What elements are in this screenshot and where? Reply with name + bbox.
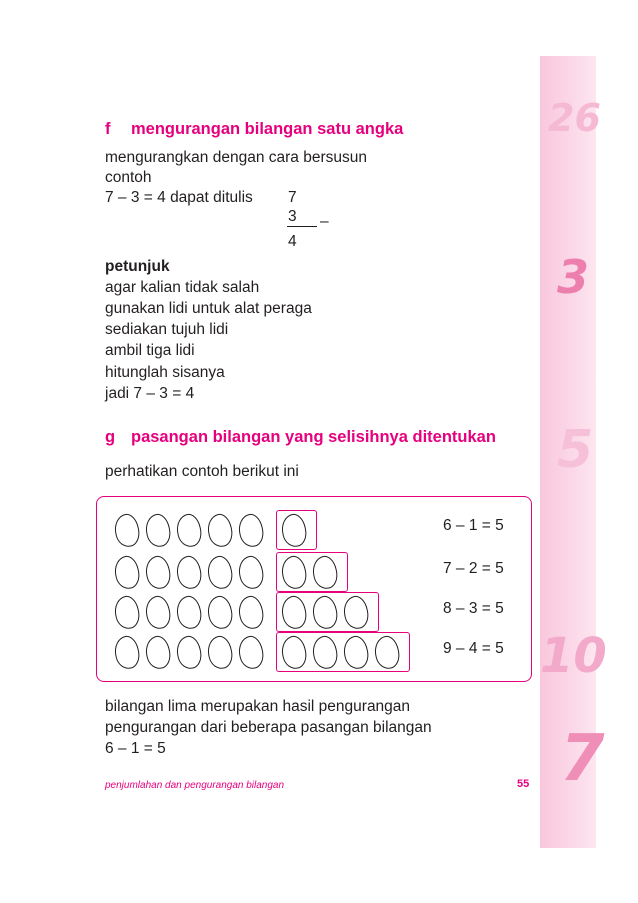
side-number-7: 7 [560, 722, 605, 796]
section-g-intro: perhatikan contoh berikut ini [105, 463, 299, 480]
hint-line: sediakan tujuh lidi [105, 321, 229, 338]
section-f-line-3: 7 – 3 = 4 dapat ditulis [105, 189, 253, 206]
hint-line: gunakan lidi untuk alat peraga [105, 300, 312, 317]
section-f-line-1: mengurangkan dengan cara bersusun [105, 149, 367, 166]
closing-line-2: pengurangan dari beberapa pasangan bilangan [105, 719, 432, 736]
equation: 7 – 2 = 5 [443, 560, 504, 577]
section-g-title: pasangan bilangan yang selisihnya ditentukan [131, 428, 496, 446]
page-number: 55 [517, 778, 530, 790]
section-g-letter: g [105, 428, 116, 446]
calc-rule [287, 226, 317, 227]
section-f-heading [105, 120, 403, 139]
side-number-3: 3 [557, 250, 590, 304]
closing-line-3: 6 – 1 = 5 [105, 740, 166, 757]
section-g-heading [105, 428, 496, 447]
hint-line: jadi 7 – 3 = 4 [105, 385, 195, 402]
closing-line-1: bilangan lima merupakan hasil pengurangan [105, 698, 411, 715]
equation: 9 – 4 = 5 [443, 640, 504, 657]
hint-line: agar kalian tidak salah [105, 279, 260, 296]
side-number-10: 10 [540, 628, 607, 684]
hint-title: petunjuk [105, 258, 170, 275]
hint-line: hitunglah sisanya [105, 364, 225, 381]
section-f-line-2: contoh [105, 169, 152, 186]
hint-line: ambil tiga lidi [105, 342, 195, 359]
footer-text: penjumlahan dan pengurangan bilangan [105, 780, 285, 791]
calc-bottom-number: 3 [288, 208, 297, 225]
side-number-5: 5 [557, 420, 594, 480]
calc-result: 4 [288, 233, 297, 250]
section-f-title: mengurangan bilangan satu angka [131, 120, 404, 138]
calc-top-number: 7 [288, 189, 297, 206]
equation: 6 – 1 = 5 [443, 517, 504, 534]
equation: 8 – 3 = 5 [443, 600, 504, 617]
side-number-26: 26 [548, 96, 601, 140]
section-f-letter: f [105, 120, 111, 138]
calc-operator: – [320, 213, 329, 230]
